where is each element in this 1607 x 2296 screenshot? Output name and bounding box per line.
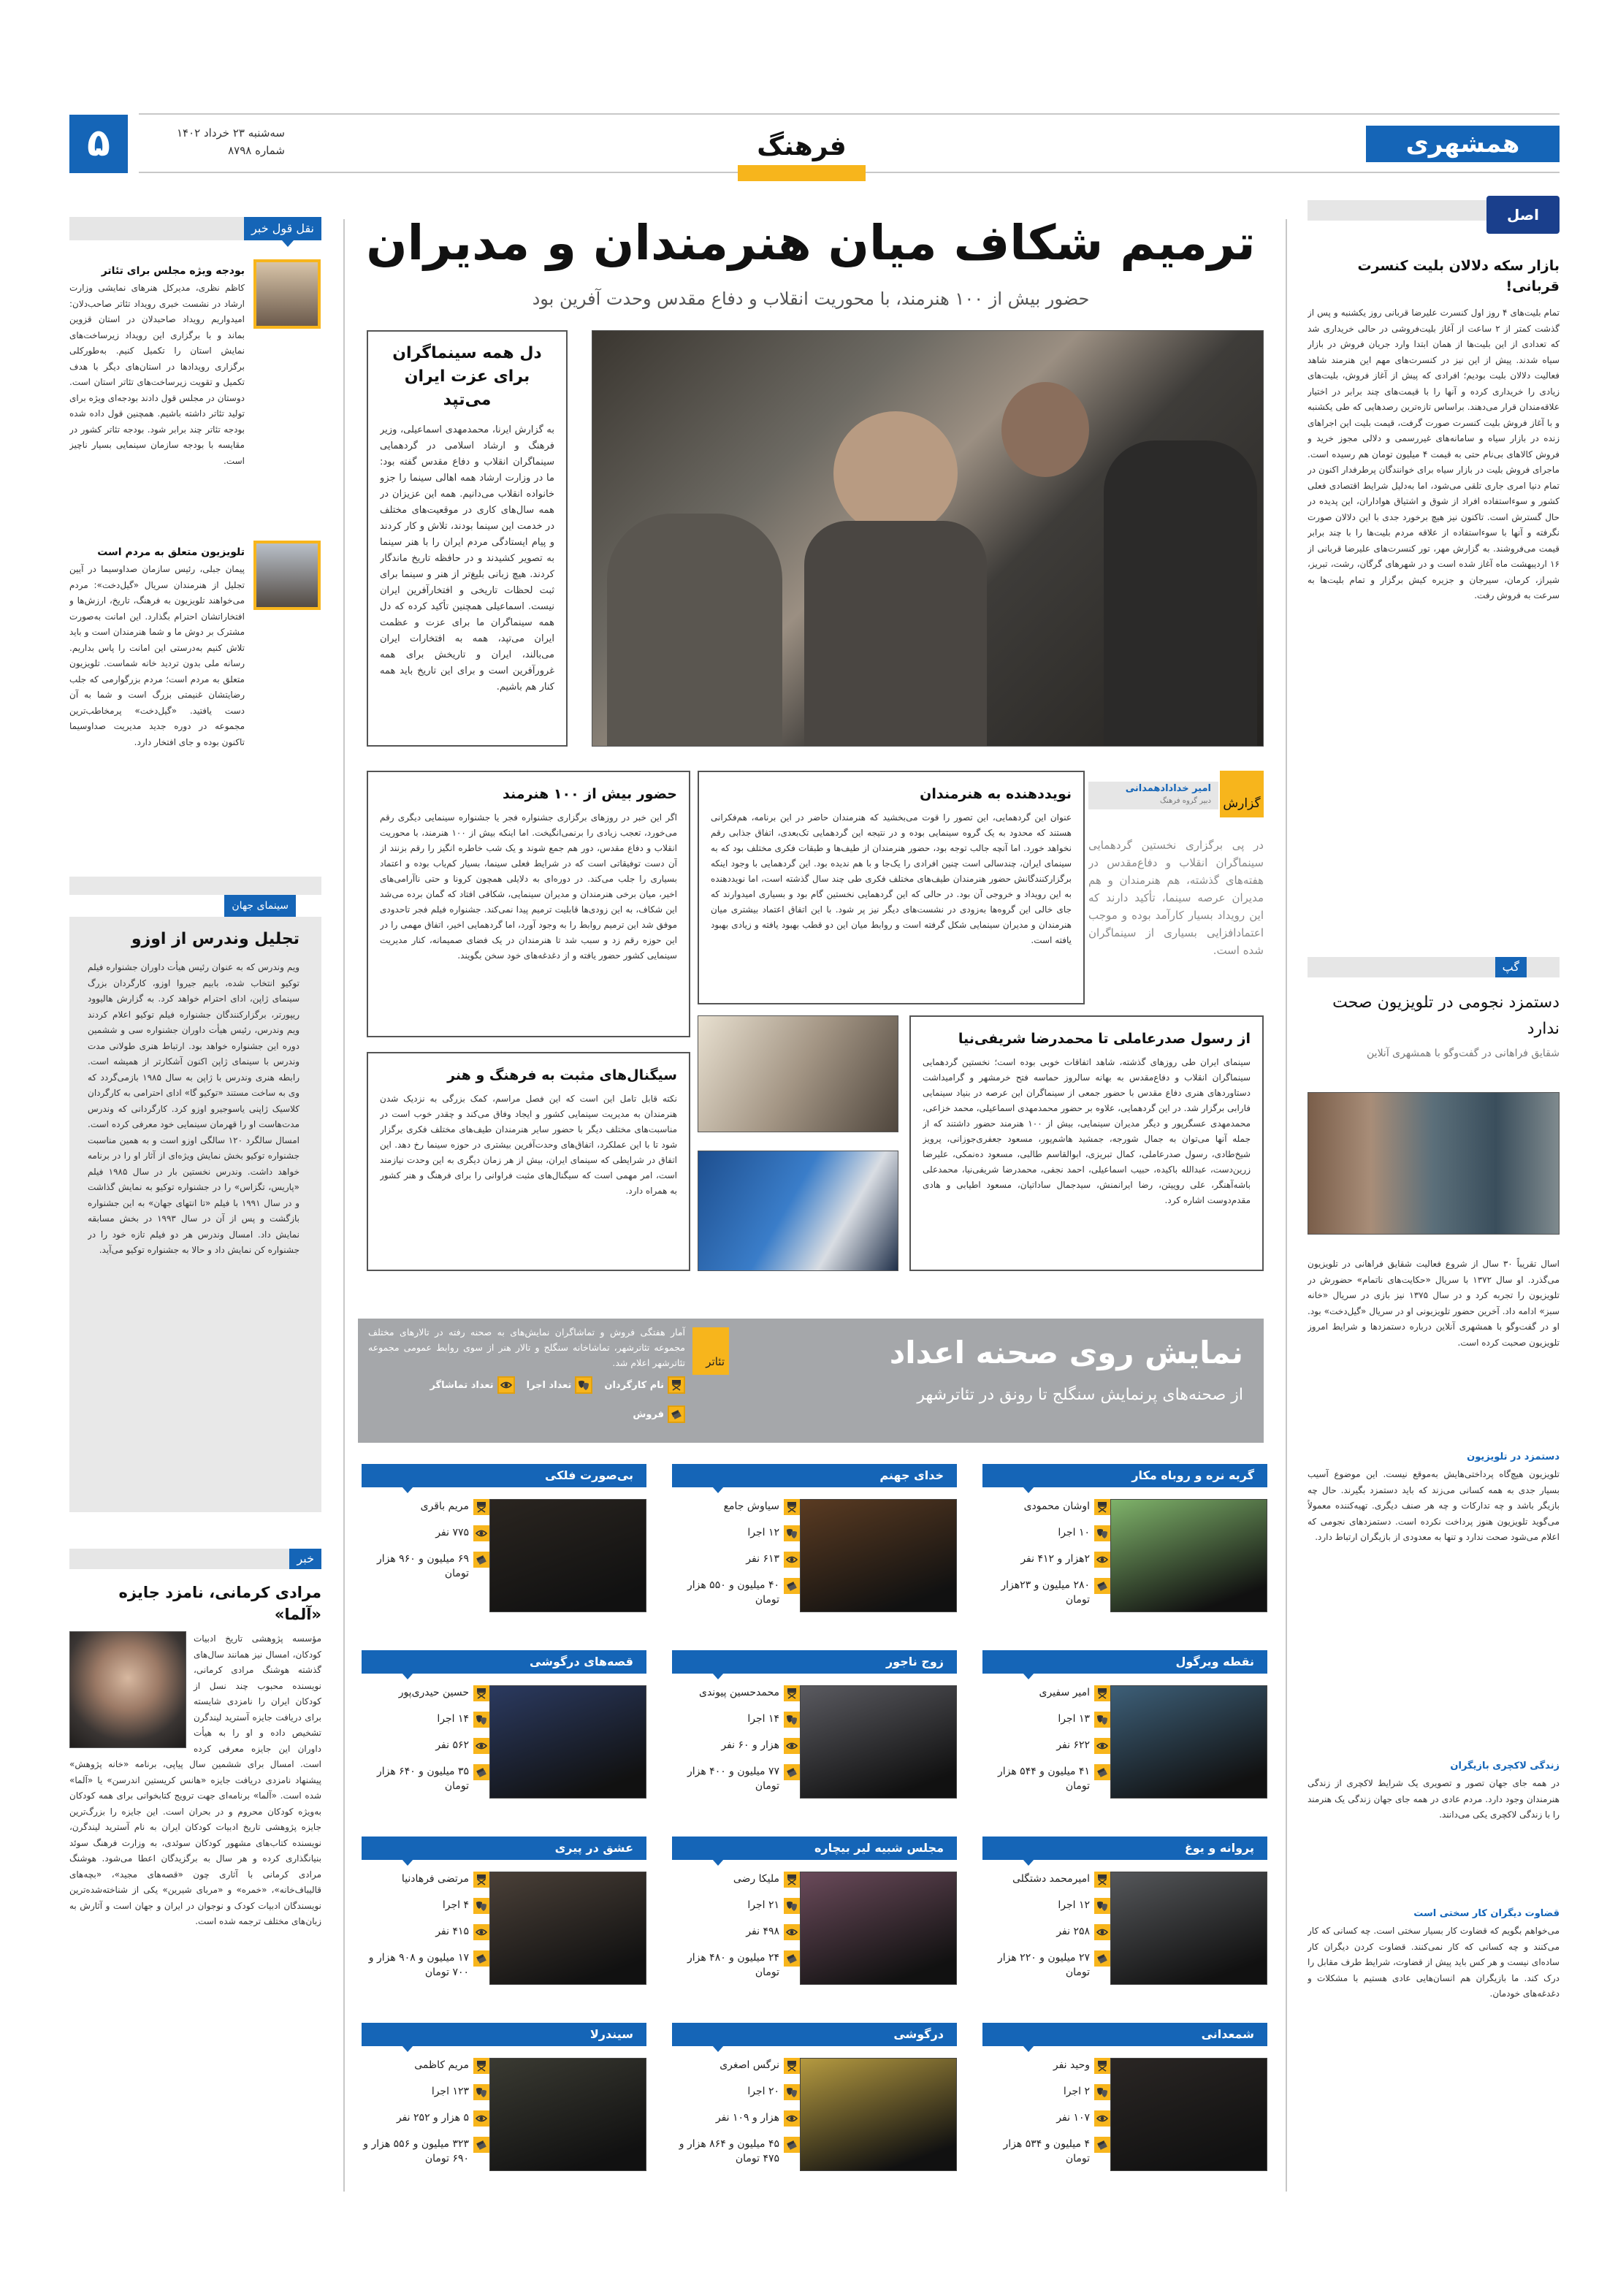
report-intro	[1088, 771, 1264, 1012]
news-body-text: مؤسسه پژوهشی تاریخ ادبیات کودکان، امسال نیز همانند سال‌های گذشته هوشنگ مرادی کرمانی، نویسنده محبوب چند نسل از کودکان ایران را نامزدی شایسته برای دریافت جایزه آسترید لیندگرن تشخیص داده و او را به هیأت داوران این جایزه معرفی کرده است. امسال برای ششمین سال پیاپی، برنامه «خانه پژوهش» پیشنهاد نامزدی دریافت جایزه «هانس کریستین اندرسن» یا «آلما» شده است. «آلما» برنامه‌ای جهت ترویج کتابخوانی برای همه کودکان به‌ویژه کودکان محروم و در بحران است. این جایزه را بزرگ‌ترین جایزه پژوهشی تاریخ ادبیات کودکان ایران به نام آسترید لیندگرن، نویسنده کتاب‌های مشهور کودکان سوئدی، به وزارت فرهنگ سوئد بنیانگذاری کرده و هر سال به برگزیدگان اعطا می‌شود. هوشنگ مرادی کرمانی با آثاری چون «قصه‌های مجید»، «بچه‌های قالیباف‌خانه»، «خمره» و «مربای شیرین» یکی از شناخته‌شده‌ترین نویسندگان ادبیات کودک و نوجوان در ایران و جهان است و آثارش به زبان‌های مختلف ترجمه شده است.	[69, 1633, 321, 1926]
subhead-body: تلویزیون هیچ‌گاه پرداختی‌هایش به‌موقع نیست. این موضوع آسیب بسیار جدی به همه کسانی می‌زند که باید دستمزد بگیرند. حال چه بازیگر باشد و چه تدارکات و چه هر صنف دیگری. تهیه‌کننده معمولاً می‌گوید تلویزیون هنوز پرداخت نکرده است. دستمزدهای نجومی که اعلام می‌شود صحت ندارد و تنها به معدودی از بازیگران ارتباط دارد.	[1308, 1469, 1560, 1542]
eye-icon	[1094, 1552, 1110, 1568]
play-audience	[672, 2110, 800, 2127]
play-card	[362, 2013, 646, 2199]
play-audience-value: ۲هزار و ۴۱۲ نفر	[1020, 1553, 1090, 1565]
play-audience	[672, 1738, 800, 1754]
play-sales-value: ۷۷ میلیون و ۴۰۰ هزار تومان	[687, 1766, 779, 1792]
legend-item	[527, 1376, 593, 1394]
play-title: پروانه و یوغ	[982, 1837, 1267, 1860]
theater-masks-icon	[784, 1525, 800, 1541]
quote-label: نقل قول خبر	[244, 217, 321, 240]
quote-block	[69, 263, 245, 529]
play-title: بی‌صورت فلکی	[362, 1464, 646, 1487]
world-cinema-box	[69, 877, 321, 1512]
play-stats	[672, 2058, 800, 2176]
author-name: امیر خدادادهمدانی	[1125, 783, 1211, 794]
theater-legend	[368, 1376, 685, 1423]
play-sales-value: ۲۸۰ میلیون و ۲۳هزار تومان	[1001, 1579, 1090, 1606]
play-runs	[362, 1898, 489, 1914]
play-audience	[362, 1924, 489, 1940]
play-title: عشق در پیری	[362, 1837, 646, 1860]
legend-label: تعداد تماشاگر	[430, 1379, 494, 1391]
quote-body: پیمان جبلی، رئیس سازمان صداوسیما در آیین تجلیل از هنرمندان سریال «گیل‌دخت»: مردم می‌خواهند تلویزیون به فرهنگ، تاریخ، ارزش‌ها و افتخاراتشان احترام بگذارد. این امانت به‌صورت مشترک بر دوش ما و شما هنرمندان است و باید تلاش کنیم به‌درستی این امانت را پاس بداریم. رسانه ملی بدون تردید خانه شماست. تلویزیون متعلق به مردم است؛ مردم بزرگوارمی که جلب رضایتشان غنیمتی بزرگ است و شما به آن دست یافتید. «گیل‌دخت» پرمخاطب‌ترین مجموعه در دوره جدید مدیریت صداوسیما تاکنون بوده و جای افتخار دارد.	[69, 564, 245, 747]
play-photo	[800, 1872, 957, 1985]
asl-majara-label: اصل ماجرا	[1486, 196, 1560, 234]
play-sales-value: ۴۱ میلیون و ۵۴۴ هزار تومان	[997, 1766, 1090, 1792]
play-audience-value: هزار و ۶۰ نفر	[721, 1739, 779, 1751]
play-audience	[362, 2110, 489, 2127]
play-photo	[489, 1872, 646, 1985]
play-card	[982, 1640, 1267, 1826]
eye-icon	[473, 1738, 489, 1754]
portrait-peyman-jebelli	[253, 541, 321, 610]
world-label-strip	[69, 895, 321, 917]
play-runs	[982, 1712, 1110, 1728]
play-runs	[672, 1898, 800, 1914]
play-photo	[800, 1499, 957, 1612]
play-audience-value: ۷۷۵ نفر	[435, 1527, 469, 1538]
play-card	[362, 1826, 646, 2013]
world-label: سینمای جهان	[224, 895, 296, 917]
play-card	[362, 1640, 646, 1826]
article-body: اگر این خبر در روزهای برگزاری جشنواره فجر یا جشنواره سینمایی دیگری رقم می‌خورد، تعجب زیادی را برنمی‌انگیخت. اما اینکه بیش از ۱۰۰ هنرمند، با محوریت انقلاب و دفاع مقدس، دور هم جمع شوند و یک شب خاطره انگیز را رقم بزنند از آن دست توفیقاتی است که در شرایط فعلی سینما، بسیار کم‌یاب بوده و اعتماد بسیاری را جلب می‌کند. در دوره‌ای به دلایلی همچون کرونا و حتی ناآرامی‌های اخیر، میان برخی هنرمندان و مدیران سینمایی، شکافی افتاد که گمان برده می‌شد این شکاف، به این زودی‌ها قابلیت ترمیم پیدا نمی‌کند. جشنواره فیلم فجر تاحدودی موفق شد این ترمیم روابط را به وجود آورد، اما گردهمایی اخیر، اتفاق مهمی را در این حوزه رقم زد و سبب شد تا هنرمندان در یک فضای صمیمانه، کنار مدیریت سینمایی کشور حضور یافته و از دغدغه‌های خود سخن بگویند.	[380, 812, 677, 961]
play-runs-value: ۱۳ اجرا	[1058, 1713, 1090, 1725]
play-stats	[362, 1685, 489, 1804]
gap-heading-block	[1308, 990, 1560, 1089]
quote-label-strip	[69, 217, 321, 240]
asl-body: تمام بلیت‌های ۴ روز اول کنسرت علیرضا قربانی روز یکشنبه و پس از گذشت کمتر از ۲ ساعت از آغاز بلیت‌فروشی در حالی خریداری شد که تعدادی از این بلیت‌ها از همان ابتدا وارد جریان فروش در بازار سیاه شدند. پیش از این نیز در کنسرت‌های مهم این هنرمند شاهد فعالیت دلالان بلیت بودیم؛ افرادی که پیش از آغاز فروش، بلیت‌های زیادی را خریداری کرده و آنها را با قیمت‌های چند برابر در اختیار علاقه‌مندان قرار می‌دهند. براساس تازه‌ترین رصدهایی که طی یکشنبه و با آغاز فروش بلیت کنسرت صورت گرفت، قیمت بلیت این اجراهای زنده در بازار سیاه و سامانه‌های غیررسمی و دلالی مجوز خرید و فروش کالاهای بی‌نام حتی به قیمت ۴ میلیون تومان هم رسیده است. ماجرای فروش بلیت در بازار سیاه برای خوانندگان پرطرفدار اکنون در تمام دنیا امری جاری تلقی می‌شود، اما به‌دلیل شرایط اقتصادی فعلی کشور و سوءاستفاده افراد از شوق و اشتیاق هواداران، این پدیده در حال گسترش است. تاکنون نیز هیچ برخورد جدی با این دلالان صورت نگرفته و آنها با سوءاستفاده از علاقه مردم بلیت‌ها را با چند برابر قیمت می‌فروشند. به گزارش مهر، تور کنسرت‌های علیرضا قربانی از ۱۶ اردیبهشت ماه آغاز شده است و در شهرهای گرگان، رشت، تبریز، شیراز، کرمان، سیرجان و جزیره کیش برگزار و تمام بلیت‌ها به سرعت به فروش رفت.	[1308, 308, 1560, 600]
theater-intro-block	[368, 1324, 685, 1423]
photo-figure	[1104, 440, 1257, 747]
eye-icon	[473, 2110, 489, 2127]
play-audience-value: ۲۵۸ نفر	[1056, 1926, 1090, 1937]
play-audience	[982, 1738, 1110, 1754]
portrait-moradi-kermani	[69, 1631, 186, 1748]
play-runs-value: ۱۲۳ اجرا	[431, 2086, 469, 2097]
world-body: ویم وندرس که به عنوان رئیس هیأت داوران جشنواره فیلم توکیو انتخاب شده، بابیم جیروا اوزو، کارگردان بزرگ سینمای ژاپن، ادای احترام خواهد کرد. به گزارش هالیوود ریپورتر، برگزارکنندگان جشنواره فیلم توکیو اعلام کردند ویم وندرس، رئیس هیأت داوران جشنواره سی و ششمین دوره این جشنواره خواهد بود. ارتباط هنری طولانی مدت وندرس با سینمای ژاپن اکنون آشکارتر از همیشه است. رابطه هنری وندرس با ژاپن به سال ۱۹۸۵ بازمی‌گردد که وی به ساخت مستند «توکیو گا» ادای احترامی به کارگردان کلاسیک ژاپنی یاسوجیرو اوزو کرد. کارگردانی که وندرس مدت‌هاست او را قهرمان سینمایی خود معرفی کرده است. امسال سالگرد ۱۲۰ سالگی اوزو است و به همین مناسبت جشنواره توکیو بخش نمایش ویژه‌ای از آثار او را در برنامه خواهد داشت. وندرس نخستین بار در سال ۱۹۸۵ فیلم «پاریس، تگزاس» را در جشنواره توکیو به نمایش گذاشت و در سال ۱۹۹۱ با فیلم «تا انتهای جهان» به این جشنواره بازگشت و پس از آن در سال ۱۹۹۳ در بخش مسابقه نمایش داد. امسال وندرس هر دو فیلم تازه خود را در جشنواره کن نمایش داد و حالا به جشنواره توکیو می‌آید.	[88, 962, 299, 1255]
tickets-icon	[473, 2137, 489, 2153]
subhead-body: در همه جای جهان تصور و تصویری یک شرایط لاکچری از زندگی هنرمندان وجود دارد. مردم عادی در همه جای جهان زندگی یک هنرمند را با زندگی لاکچری یکی می‌دانند.	[1308, 1778, 1560, 1820]
eye-icon	[473, 1924, 489, 1940]
play-runs-value: ۱۴ اجرا	[747, 1713, 779, 1725]
play-sales-value: ۲۷ میلیون و ۲۲۰ هزار تومان	[997, 1952, 1090, 1978]
tickets-icon	[473, 1950, 489, 1967]
photo-figure	[1001, 382, 1089, 477]
play-director	[982, 2058, 1110, 2074]
legend-label: نام کارگردان	[604, 1379, 664, 1391]
quote-section	[69, 217, 321, 240]
legend-item	[633, 1406, 685, 1423]
play-runs	[982, 2084, 1110, 2100]
play-audience-value: هزار و ۱۰۹ نفر	[715, 2112, 779, 2124]
news-body	[69, 1631, 321, 2173]
play-runs-value: ۴ اجرا	[442, 1899, 469, 1911]
play-sales-value: ۳۵ میلیون و ۶۴۰ هزار تومان	[376, 1766, 469, 1792]
play-sales-value: ۴۰ میلیون و ۵۵۰ هزار تومان	[687, 1579, 779, 1606]
play-stats	[982, 2058, 1110, 2176]
article-body: نکته قابل تامل این است که این فصل مراسم، کمک بزرگی به نزدیک شدن هنرمندان به مدیریت سینمایی کشور و ایجاد وفاق می‌کند و چقدر خوب است در مناسبت‌های مختلف دیگر با حضور سایر هنرمندان طیف‌های مختلف فکری برگزار شود تا با این عملکرد، اتفاق‌های وحدت‌آفرین بیشتری در حوزه سینما رخ دهد. این اتفاق در شرایطی که سینمای ایران، بیش از هر زمان دیگری به این وحدت نیازمند است، امر مهمی است که سیگنال‌های مثبت فراوانی را برای فرهنگ و هنر کشور به همراه دارد.	[380, 1094, 677, 1196]
play-audience-value: ۶۱۳ نفر	[746, 1553, 779, 1565]
play-sales-value: ۴ میلیون و ۵۳۴ هزار تومان	[1003, 2138, 1090, 2165]
play-sales	[982, 1950, 1110, 1980]
page-number: ۵	[69, 115, 128, 173]
director-chair-icon	[473, 1685, 489, 1701]
play-sales-value: ۴۵ میلیون و ۸۶۴ هزار و ۴۷۵ تومان	[679, 2138, 779, 2165]
play-runs	[362, 1712, 489, 1728]
play-runs-value: ۱۲ اجرا	[1058, 1899, 1090, 1911]
play-title: درگوشی	[672, 2023, 957, 2046]
play-card	[672, 1454, 957, 1640]
photo-stage-event	[698, 1151, 898, 1271]
play-card	[672, 1640, 957, 1826]
play-photo	[800, 1685, 957, 1799]
play-runs-value: ۱۲ اجرا	[747, 1527, 779, 1538]
play-title: نقطه ویرگول	[982, 1650, 1267, 1674]
play-runs	[982, 1525, 1110, 1541]
article-body: سینمای ایران طی روزهای گذشته، شاهد اتفاقات خوبی بوده است؛ نخستین گردهمایی سینماگران انقلاب و دفاع‌مقدس به بهانه سالروز حماسه فتح خرمشهر و گرامیداشت دستاوردهای هنری دفاع مقدس با حضور جمعی از سینماگران این عرصه در بنیاد سینمایی فارابی برگزار شد. در این گردهمایی، علاوه بر حضور محمدمهدی اسماعیلی، محمد خزاعی، محمدمهدی عسگرپور و دیگر مدیران سینمایی، بیش از ۱۰۰ هنرمند حضور داشتند که از جمله آنها می‌توان به جمال شورجه، جمشید هاشم‌پور، مسعود جعفری‌جوزانی، پرویز شیخ‌طادی، رسول صدرعاملی، کمال تبریزی، ابوالقاسم طالبی، مسعود ده‌نمکی، علیرضا زرین‌دست، عبدالله باکیده، حبیب اسماعیلی، احمد نجفی، محمدرضا شریفی‌نیا، محمدعلی باشه‌آهنگر، علی روییتن، رضا ایرانمنش، سیدجمال ساداتیان، مسعود اطیابی و هادی مقدم‌دوست اشاره کرد.	[923, 1057, 1251, 1205]
director-chair-icon	[784, 1499, 800, 1515]
theater-title: نمایش روی صحنه اعداد	[889, 1335, 1243, 1370]
play-director	[672, 1499, 800, 1515]
tickets-icon	[784, 1578, 800, 1594]
play-director-value: مریم باقری	[420, 1500, 469, 1512]
play-director	[362, 2058, 489, 2074]
play-title: قصه‌های درگوشی	[362, 1650, 646, 1674]
section-underline	[738, 165, 866, 181]
photo-figure	[607, 514, 782, 747]
column-divider	[1286, 219, 1287, 2192]
news-block	[69, 1582, 321, 2173]
plays-grid	[362, 1454, 1267, 2199]
director-chair-icon	[1094, 1685, 1110, 1701]
director-chair-icon	[1094, 1872, 1110, 1888]
eye-icon	[1094, 1738, 1110, 1754]
quote-title: بودجه ویژه مجلس برای تئاتر	[101, 265, 245, 277]
play-stats	[672, 1872, 800, 1990]
director-chair-icon	[784, 1685, 800, 1701]
play-sales-value: ۳۲۳ میلیون و ۵۵۶ هزار و ۶۹۰ تومان	[363, 2138, 469, 2165]
theater-subtitle: از صحنه‌های پرنمایش سنگلج تا رونق در تئاترشهر	[917, 1386, 1243, 1404]
label-pointer	[282, 240, 294, 247]
play-audience-value: ۴۹۸ نفر	[746, 1926, 779, 1937]
eye-icon	[1094, 2110, 1110, 2127]
play-director-value: امیر سفیری	[1039, 1687, 1090, 1698]
subhead: دستمزد در تلویزیون	[1467, 1452, 1560, 1462]
article-title: نویددهنده به هنرمندان	[920, 786, 1072, 802]
main-photo-gathering	[592, 330, 1264, 747]
director-chair-icon	[668, 1376, 685, 1394]
play-photo	[1110, 1872, 1267, 1985]
gap-label-strip	[1308, 957, 1560, 977]
theater-banner	[358, 1319, 1264, 1443]
play-audience-value: ۵ هزار و ۲۵۲ نفر	[396, 2112, 469, 2124]
issue-number: شماره ۸۷۹۸	[228, 144, 285, 157]
play-director	[672, 1685, 800, 1701]
header-top-rule	[139, 113, 1560, 115]
play-sales	[982, 1764, 1110, 1793]
theater-masks-icon	[473, 1712, 489, 1728]
subhead-body: می‌خواهم بگویم که قضاوت کار بسیار سختی است. چه کسانی که کار می‌کنند و چه کسانی که کار نمی‌کنند. قضاوت کردن دیگران کار ساده‌ای نیست و هر کس باید پیش از قضاوت، شرایط طرف مقابل را درک کند. ما بازیگران هم انسان‌هایی عادی هستیم با مشکلات و دغدغه‌های خودمان.	[1308, 1926, 1560, 1999]
eye-icon	[784, 1924, 800, 1940]
world-title: تجلیل وندرس از اوزو	[131, 930, 299, 948]
play-director-value: سیاوش جامع	[723, 1500, 779, 1512]
sidebar-title: دل همه سینماگران برای عزت ایران می‌تپد	[392, 344, 542, 409]
tickets-icon	[1094, 1578, 1110, 1594]
tickets-icon	[1094, 1950, 1110, 1967]
director-chair-icon	[473, 2058, 489, 2074]
play-audience-value: ۱۰۷ نفر	[1056, 2112, 1090, 2124]
play-sales	[982, 1578, 1110, 1607]
play-director	[362, 1499, 489, 1515]
play-sales	[362, 1950, 489, 1980]
director-chair-icon	[1094, 1499, 1110, 1515]
play-director-value: حسین حیدری‌پور	[398, 1687, 469, 1698]
play-runs-value: ۱۰ اجرا	[1058, 1527, 1090, 1538]
world-block	[88, 928, 299, 1498]
main-subtitle: حضور بیش از ۱۰۰ هنرمند، با محوریت انقلاب و دفاع مقدس وحدت آفرین بود	[532, 289, 1090, 309]
play-director	[672, 2058, 800, 2074]
play-photo	[800, 2058, 957, 2171]
legend-label: فروش	[633, 1408, 664, 1420]
play-sales	[672, 1764, 800, 1793]
tickets-icon	[473, 1764, 489, 1780]
play-runs	[672, 1525, 800, 1541]
article-title: از رسول صدرعاملی تا محمدرضا شریفی‌نیا	[958, 1031, 1251, 1047]
theater-masks-icon	[1094, 1898, 1110, 1914]
legend-item	[430, 1376, 514, 1394]
tickets-icon	[668, 1406, 685, 1423]
play-director-value: مرتضی فرهادنیا	[401, 1873, 469, 1885]
tickets-icon	[784, 1764, 800, 1780]
theater-masks-icon	[1094, 1712, 1110, 1728]
play-title: شمعدانی	[982, 2023, 1267, 2046]
play-photo	[1110, 1499, 1267, 1612]
sidebar-box	[367, 330, 568, 747]
tickets-icon	[473, 1552, 489, 1568]
author-card	[1088, 782, 1218, 809]
play-audience-value: ۵۶۲ نفر	[435, 1739, 469, 1751]
play-sales-value: ۶۹ میلیون و ۹۶۰ هزار تومان	[376, 1553, 469, 1579]
quote-body: کاظم نظری، مدیرکل هنرهای نمایشی وزارت ارشاد در نشست خبری رویداد تئاتر صاحب‌دلان: امیدواریم رویداد صاحبدلان در استان قزوین بماند و با برگزاری این رویداد زیرساخت‌های نمایش استان را تکمیل کنیم. به‌طورکلی برگزاری رویدادها در استان‌های دیگر با هدف تکمیل و تقویت زیرساخت‌های تئاتر استان است. دوستان در مجلس قول دادند بودجه‌ای ویژه برای تولید تئاتر داشته باشیم. همچنین قول داده شده بودجه تئاتر چند برابر شود. بودجه تئاتر کشور در مقایسه با بودجه سازمان سینمایی بسیار ناچیز است.	[69, 283, 245, 466]
article-title: حضور بیش از ۱۰۰ هنرمند	[503, 786, 677, 802]
play-sales	[362, 1552, 489, 1581]
play-sales	[362, 2137, 489, 2166]
play-sales	[982, 2137, 1110, 2166]
play-stats	[982, 1685, 1110, 1804]
play-stats	[672, 1685, 800, 1804]
play-director	[362, 1872, 489, 1888]
director-chair-icon	[473, 1872, 489, 1888]
play-photo	[1110, 1685, 1267, 1799]
asl-block	[1308, 256, 1560, 906]
quote-block	[69, 544, 245, 828]
play-title: زوج ناجور	[672, 1650, 957, 1674]
play-runs	[362, 2084, 489, 2100]
play-card	[982, 1826, 1267, 2013]
theater-intro: آمار هفتگی فروش و تماشاگران نمایش‌های به صحنه رفته در تالارهای مختلف مجموعه تئاترشهر، تماشاخانه سنگلج و تالار هنر از سوی روابط عمومی مجموعه تئاترشهر اعلام شد.	[368, 1327, 685, 1368]
play-card	[982, 2013, 1267, 2199]
issue-info	[139, 124, 285, 159]
director-chair-icon	[784, 2058, 800, 2074]
play-director	[982, 1685, 1110, 1701]
eye-icon	[1094, 1924, 1110, 1940]
play-runs-value: ۱۴ اجرا	[437, 1713, 469, 1725]
news-label-strip	[69, 1549, 321, 1569]
gap-subtitle: شقایق فراهانی در گفت‌وگو با همشهری آنلاین	[1367, 1048, 1560, 1059]
theater-masks-icon	[473, 2084, 489, 2100]
play-title: سیندرلا	[362, 2023, 646, 2046]
subhead: زندگی لاکچری بازیگران	[1450, 1761, 1560, 1771]
theater-masks-icon	[1094, 1525, 1110, 1541]
legend-label: تعداد اجرا	[526, 1379, 572, 1391]
eye-icon	[497, 1376, 515, 1394]
play-sales	[672, 2137, 800, 2166]
author-role: دبیر گروه فرهنگ	[1159, 797, 1211, 805]
gap-body: اسال تقریباً ۳۰ سال از شروع فعالیت شقایق فراهانی در تلویزیون می‌گذرد. او سال ۱۳۷۲ با سریال «حکایت‌های ناتمام» حضورش در تلویزیون را تجربه کرد و در سال ۱۳۷۵ نیز بازی در سریال «خانه سبز» ادامه داد. آخرین حضور تلویزیونی او در سریال «گیل‌دخت» بود. او در گفت‌وگو با همشهری آنلاین درباره دستمزدها و شرایط امروز تلویزیون صحبت کرده است.	[1308, 1259, 1560, 1348]
tickets-icon	[1094, 2137, 1110, 2153]
play-stats	[982, 1872, 1110, 1990]
photo-figure	[804, 521, 987, 747]
gap-section	[1308, 957, 1560, 977]
play-director	[362, 1685, 489, 1701]
play-audience	[672, 1924, 800, 1940]
play-director-value: امیرمحمد دشتگلی	[1012, 1873, 1090, 1885]
play-card	[362, 1454, 646, 1640]
news-section	[69, 1549, 321, 1569]
play-audience	[982, 1552, 1110, 1568]
gap-label: گپ	[1495, 957, 1527, 977]
play-stats	[362, 1499, 489, 1612]
play-sales-value: ۱۷ میلیون و ۹۰۸ هزار و ۷۰۰ تومان	[368, 1952, 469, 1978]
legend-item	[604, 1376, 685, 1394]
play-audience	[672, 1552, 800, 1568]
theater-masks-icon	[784, 2084, 800, 2100]
play-runs	[982, 1898, 1110, 1914]
play-audience	[362, 1738, 489, 1754]
play-stats	[362, 1872, 489, 1990]
play-stats	[982, 1499, 1110, 1617]
column-divider	[343, 219, 345, 2192]
play-sales	[672, 1950, 800, 1980]
theater-tag: تئاتر	[692, 1327, 729, 1375]
report-lead: در پی برگزاری نخستین گردهمایی سینماگران انقلاب و دفاع‌مقدس در هفته‌های گذشته، هم هنرمندان و هم مدیران عرصه سینما، تأکید دارند که این رویداد بسیار کارآمد بوده و موجب اعتمادافزایی بسیاری از سینماگران شده است.	[1088, 839, 1264, 957]
play-title: خدای جهنم	[672, 1464, 957, 1487]
photo-filmmakers	[698, 1015, 898, 1132]
subhead: قضاوت دیگران کار سختی است	[1413, 1908, 1560, 1919]
play-runs	[672, 1712, 800, 1728]
director-chair-icon	[473, 1499, 489, 1515]
play-stats	[362, 2058, 489, 2176]
portrait-kazem-nazari	[253, 259, 321, 329]
play-audience	[982, 2110, 1110, 2127]
tickets-icon	[784, 2137, 800, 2153]
play-photo	[489, 1499, 646, 1612]
play-runs	[672, 2084, 800, 2100]
tickets-icon	[1094, 1764, 1110, 1780]
play-stats	[672, 1499, 800, 1617]
article-box	[367, 1052, 690, 1271]
play-director-value: نرگس اصغری	[719, 2059, 779, 2071]
eye-icon	[784, 1552, 800, 1568]
quote-title: تلویزیون متعلق به مردم است	[97, 546, 245, 558]
eye-icon	[784, 1738, 800, 1754]
theater-masks-icon	[575, 1376, 592, 1394]
play-director-value: وحید نفر	[1053, 2059, 1090, 2071]
play-director-value: محمدحسین پیوندی	[698, 1687, 779, 1698]
article-body: عنوان این گردهمایی، این تصور را قوت می‌بخشید که هنرمندان حاضر در این برنامه، هم‌فکرانی هستند که محدود به یک گروه سینمایی بوده و در نتیجه این گردهمایی تک‌بعدی، اتفاق جذابی رقم نخواهد خورد. اما آنچه جالب توجه بود، حضور هنرمندان از طیف‌ها و طبقات فکری مختلف بود که به سینمای ایران، چندسالی است چنین افرادی را یک‌جا و با هم ندیده بود. این گردهمایی با وجود اینکه برگزارکنندگانش حضور هنرمندان طیف‌های مختلف فکری طی چند سال گذشته است، اما نویددهنده به این رویداد و خروجی آن بود. در حالی که این گردهمایی نخستین گام بود و بسیاری امیدوارند که جای خالی این گروه‌ها به‌زودی در نشست‌های دیگر نیز پر شود. با این اتفاق اعتماد بیشتری میان هنرمندان و مدیران سینمایی شکل گرفته است و روابط میان این دو قطب بهبود یافته و زیادی بهبود یافته است.	[711, 812, 1072, 945]
article-box	[909, 1015, 1264, 1271]
eye-icon	[784, 2110, 800, 2127]
gap-title: دستمزد نجومی در تلویزیون صحت ندارد	[1332, 993, 1560, 1038]
play-director-value: ملیکا رضی	[733, 1873, 779, 1885]
play-photo	[489, 1685, 646, 1799]
article-title: سیگنال‌های مثبت به فرهنگ و هنر	[447, 1067, 677, 1083]
news-label: خبر	[289, 1549, 321, 1569]
issue-date: سه‌شنبه ۲۳ خرداد ۱۴۰۲	[176, 126, 285, 140]
play-photo	[1110, 2058, 1267, 2171]
play-photo	[489, 2058, 646, 2171]
director-chair-icon	[784, 1872, 800, 1888]
play-runs-value: ۲۱ اجرا	[747, 1899, 779, 1911]
director-chair-icon	[1094, 2058, 1110, 2074]
play-sales-value: ۲۴ میلیون و ۴۸۰ هزار تومان	[687, 1952, 779, 1978]
play-title: مجلس شبیه لیر بیچاره	[672, 1837, 957, 1860]
play-card	[672, 2013, 957, 2199]
article-box	[698, 771, 1085, 1004]
play-director	[672, 1872, 800, 1888]
main-headline: ترمیم شکاف میان هنرمندان و مدیران	[366, 215, 1256, 271]
asl-title: بازار سکه دلالان بلیت کنسرت قربانی!	[1357, 258, 1560, 294]
play-audience	[982, 1924, 1110, 1940]
play-sales	[362, 1764, 489, 1793]
hamshahri-logo[interactable]: همشهری	[1366, 126, 1560, 162]
eye-icon	[473, 1525, 489, 1541]
tickets-icon	[784, 1950, 800, 1967]
play-card	[982, 1454, 1267, 1640]
theater-masks-icon	[1094, 2084, 1110, 2100]
asl-majara-section	[1308, 196, 1560, 262]
play-director-value: اوشان محمودی	[1023, 1500, 1090, 1512]
play-director-value: مریم کاظمی	[414, 2059, 469, 2071]
theater-masks-icon	[784, 1898, 800, 1914]
play-runs-value: ۲۰ اجرا	[747, 2086, 779, 2097]
photo-shaghayegh-farahani	[1308, 1092, 1560, 1235]
play-audience-value: ۶۲۲ نفر	[1056, 1739, 1090, 1751]
report-label: گزارش	[1220, 771, 1264, 817]
section-label	[738, 131, 866, 181]
play-director	[982, 1499, 1110, 1515]
photo-figure	[833, 411, 958, 535]
article-box	[367, 771, 690, 1037]
play-sales	[672, 1578, 800, 1607]
play-audience	[362, 1525, 489, 1541]
play-title: گربه نره و روباه مکار	[982, 1464, 1267, 1487]
theater-masks-icon	[473, 1898, 489, 1914]
play-runs-value: ۲ اجرا	[1063, 2086, 1090, 2097]
play-director	[982, 1872, 1110, 1888]
theater-masks-icon	[784, 1712, 800, 1728]
section-title: فرهنگ	[757, 131, 847, 161]
play-audience-value: ۴۱۵ نفر	[435, 1926, 469, 1937]
play-card	[672, 1826, 957, 2013]
sidebar-body: به گزارش ایرنا، محمدمهدی اسماعیلی، وزیر فرهنگ و ارشاد اسلامی در گردهمایی سینماگران انقلاب و دفاع مقدس گفته بود: ما در وزارت ارشاد همه اهالی سینما را جزو خانواده انقلاب می‌دانیم. همه این عزیزان در همه سال‌های کاری در موقعیت‌های مختلف در خدمت این سینما بودند، تلاش و کار کردند و پیام ایستادگی مردم ایران را با هنر سینما به تصویر کشیدند و در حافظه تاریخ ماندگار کردند. هیچ زبانی بلیغ‌تر از هنر و سینما برای ثبت لحظات تاریخی و افتخارآفرین ایران نیست. اسماعیلی همچنین تأکید کرده که دل همه سینماگران ما برای عزت و عظمت ایران می‌تپد، همه به افتخارات ایران می‌بالند، ایران و تاریخش برای همه غرورآفرین است و برای این تاریخ باید همه کنار هم باشیم.	[380, 424, 554, 693]
news-title: مرادی کرمانی، نامزد جایزه «آلما»	[118, 1584, 321, 1623]
